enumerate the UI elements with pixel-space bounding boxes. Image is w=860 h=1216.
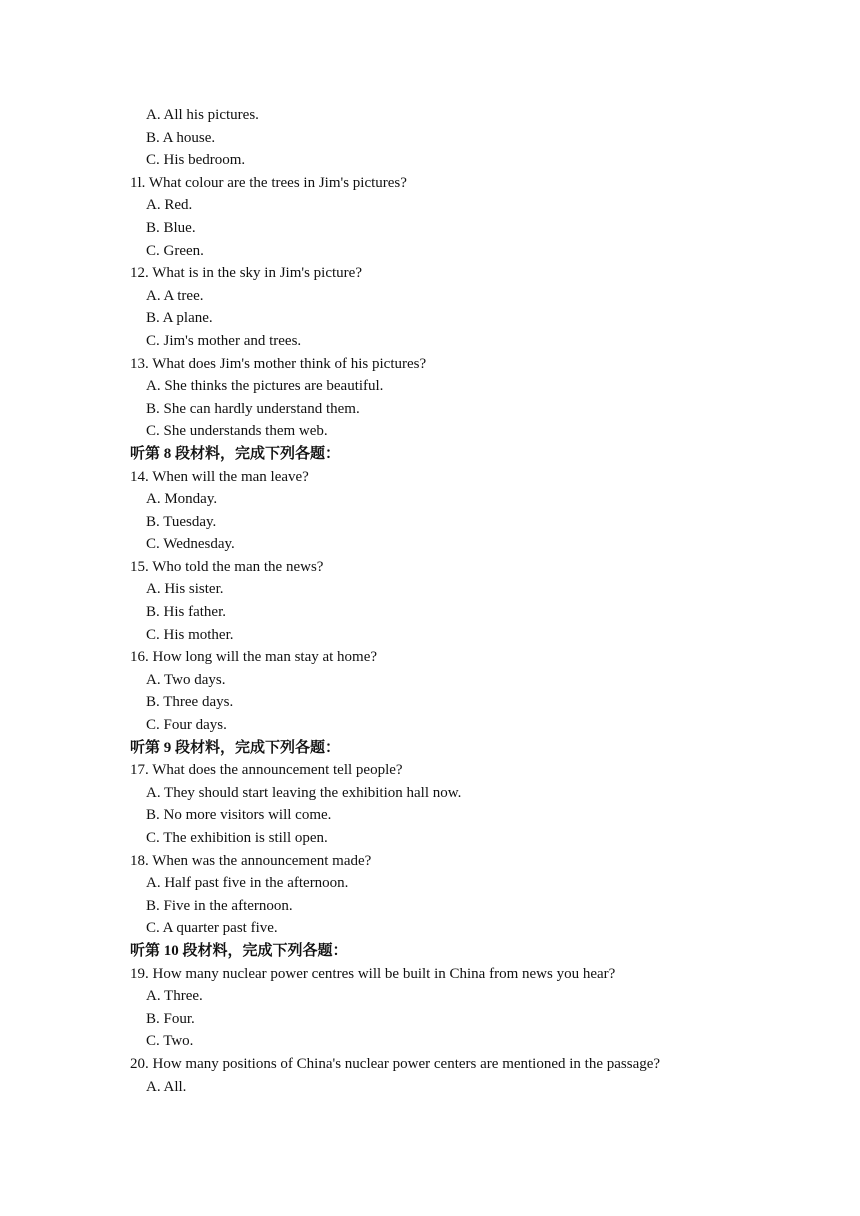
question-text: 15. Who told the man the news? — [130, 558, 324, 575]
answer-option: B. Tuesday. — [146, 513, 217, 530]
answer-option: B. Blue. — [146, 219, 196, 236]
answer-option: B. Three days. — [146, 694, 234, 711]
answer-option: C. Four days. — [146, 717, 227, 734]
answer-option: C. A quarter past five. — [146, 920, 278, 937]
section-heading: 听第 8 段材料，完成下列各题： — [130, 445, 341, 462]
answer-option: C. Green. — [146, 242, 204, 259]
answer-option: C. His bedroom. — [146, 152, 246, 169]
answer-option: C. Two. — [146, 1033, 194, 1050]
answer-option: C. She understands them web. — [146, 423, 328, 440]
answer-option: A. She thinks the pictures are beautiful. — [146, 378, 384, 395]
answer-option: B. A house. — [146, 129, 216, 146]
answer-option: C. His mother. — [146, 626, 234, 643]
question-text: 12. What is in the sky in Jim's picture? — [130, 265, 362, 282]
answer-option: A. Monday. — [146, 491, 218, 508]
answer-option: C. Jim's mother and trees. — [146, 332, 302, 349]
answer-option: A. His sister. — [146, 581, 224, 598]
answer-option: A. Three. — [146, 988, 203, 1005]
answer-option: B. His father. — [146, 604, 226, 621]
answer-option: A. Two days. — [146, 671, 226, 688]
section-heading: 听第 9 段材料，完成下列各题： — [130, 739, 341, 756]
question-text: 20. How many positions of China's nuclear power centers are mentioned in the passage? — [130, 1055, 661, 1072]
question-text: 1l. What colour are the trees in Jim's pictures? — [130, 174, 407, 191]
question-text: 19. How many nuclear power centres will be built in China from news you hear? — [130, 965, 616, 982]
answer-option: C. The exhibition is still open. — [146, 830, 328, 846]
answer-option: B. A plane. — [146, 310, 213, 327]
answer-option: A. All. — [146, 1078, 187, 1095]
answer-option: A. Half past five in the afternoon. — [146, 875, 349, 892]
answer-option: B. No more visitors will come. — [146, 807, 332, 824]
section-heading: 听第 10 段材料，完成下列各题： — [130, 942, 348, 959]
answer-option: A. A tree. — [146, 287, 204, 304]
question-text: 18. When was the announcement made? — [130, 852, 372, 869]
answer-option: A. They should start leaving the exhibition hall now. — [146, 784, 462, 801]
answer-option: B. Five in the afternoon. — [146, 897, 293, 914]
answer-option: A. All his pictures. — [146, 107, 259, 123]
answer-option: C. Wednesday. — [146, 536, 235, 553]
question-text: 16. How long will the man stay at home? — [130, 649, 378, 666]
answer-option: B. She can hardly understand them. — [146, 400, 360, 417]
answer-option: B. Four. — [146, 1010, 195, 1027]
answer-option: A. Red. — [146, 197, 193, 214]
question-text: 17. What does the announcement tell people? — [130, 762, 403, 779]
question-text: 14. When will the man leave? — [130, 468, 309, 485]
question-text: 13. What does Jim's mother think of his pictures? — [130, 355, 427, 372]
document-page — [0, 104, 860, 1098]
